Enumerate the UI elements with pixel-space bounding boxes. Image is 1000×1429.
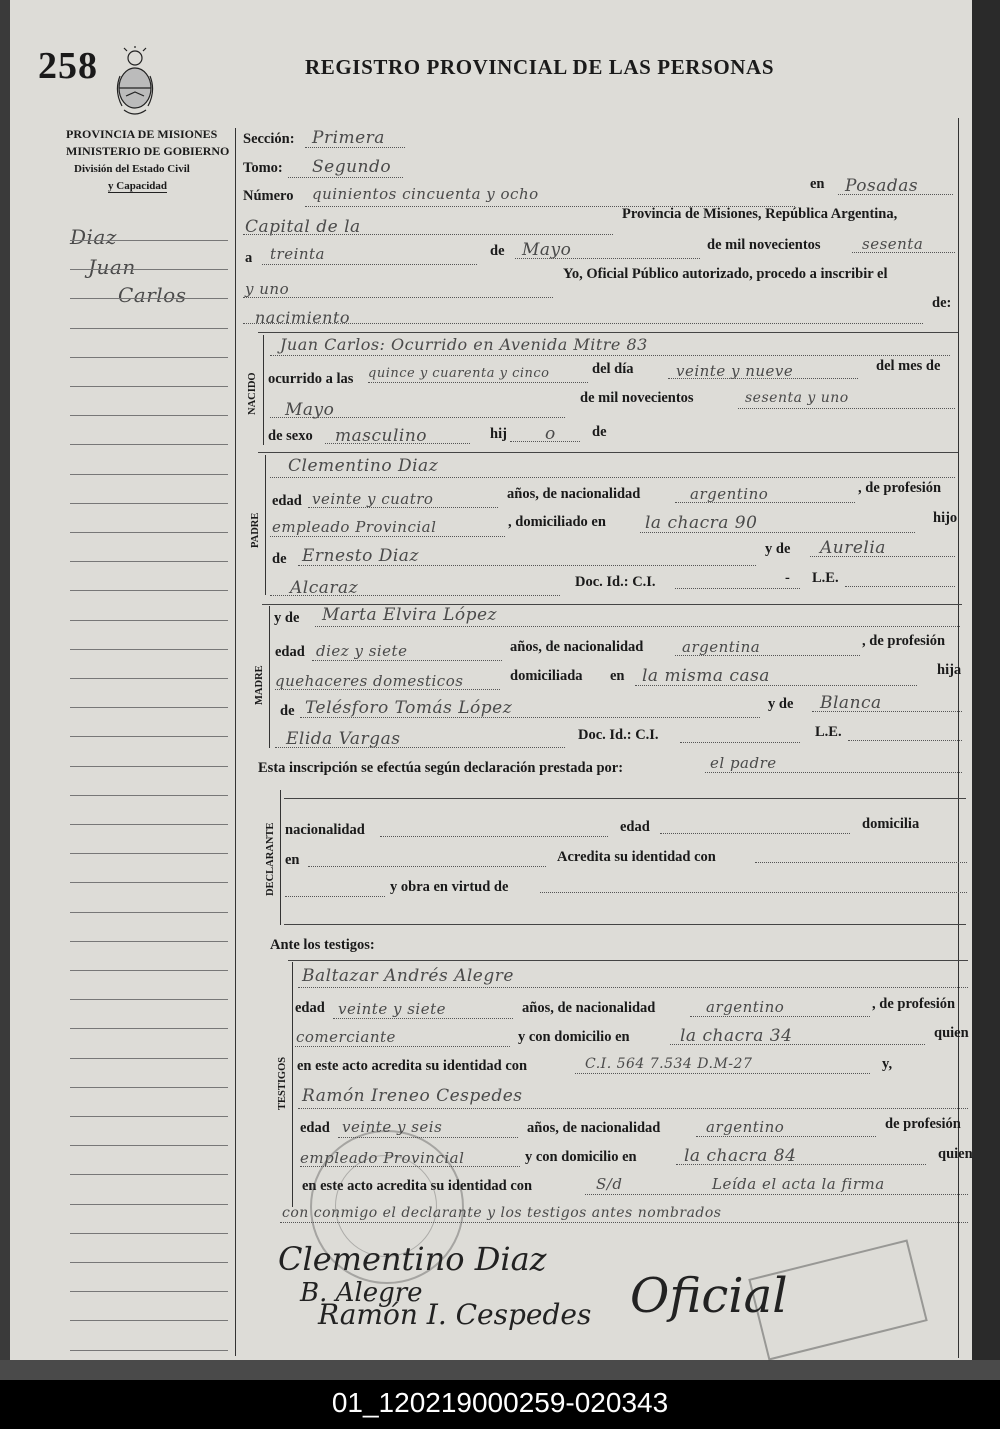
margin-surname: Diaz — [70, 225, 117, 249]
ante-testigos-label: Ante los testigos: — [270, 937, 375, 953]
nacido-section-label: NACIDO — [247, 372, 258, 415]
margin-rule — [70, 1233, 228, 1234]
margin-rule — [70, 649, 228, 650]
hij-label: hij — [490, 426, 507, 442]
de-mil-nov-label: de mil novecientos — [580, 390, 694, 406]
margin-rule — [70, 1058, 228, 1059]
madre-domiciliada-label: domiciliada — [510, 668, 583, 684]
margin-rule — [70, 269, 228, 270]
margin-rule — [70, 1087, 228, 1088]
declarante-value: el padre — [710, 754, 777, 772]
page-bottom-edge — [0, 1360, 1000, 1380]
padre-madre-a: Aurelia — [820, 538, 886, 558]
margin-rule — [70, 1145, 228, 1146]
en-label: en — [810, 176, 825, 192]
testigo1-anos-label: años, de nacionalidad — [522, 1000, 656, 1016]
capital-value: Capital de la — [245, 217, 361, 237]
margin-rule — [70, 620, 228, 621]
madre-profesion: quehaceres domesticos — [275, 672, 464, 690]
closing-text-a: Leída el acta la firma — [712, 1175, 885, 1193]
padre-domicilio: la chacra 90 — [645, 513, 758, 533]
numero-value: quinientos cincuenta y ocho — [312, 185, 539, 203]
testigo1-edad: veinte y siete — [338, 1000, 447, 1018]
margin-rule — [70, 240, 228, 241]
issuer-province: PROVINCIA DE MISIONES — [66, 127, 218, 141]
margin-rule — [70, 882, 228, 883]
testigo2-edad-label: edad — [300, 1120, 330, 1136]
a-label: a — [245, 250, 253, 266]
hora-value: quince y cuarenta y cinco — [368, 366, 550, 381]
margin-rule — [70, 1028, 228, 1029]
margin-rule — [70, 1291, 228, 1292]
margin-rule — [70, 561, 228, 562]
declarante-obra-label: y obra en virtud de — [390, 879, 509, 895]
document-title: REGISTRO PROVINCIAL DE LAS PERSONAS — [305, 55, 775, 79]
en-value: Posadas — [845, 176, 919, 196]
testigo1-quien-label: quien — [934, 1025, 969, 1041]
main-border — [235, 128, 236, 1356]
page-number: 258 — [38, 45, 98, 87]
declarante-nacionalidad-label: nacionalidad — [285, 822, 365, 838]
padre-le-label: L.E. — [812, 570, 839, 586]
madre-y-de2-label: y de — [768, 696, 794, 712]
testigo1-doc: C.I. 564 7.534 D.M-27 — [585, 1056, 753, 1072]
sexo-label: de sexo — [268, 428, 313, 444]
margin-rule — [70, 474, 228, 475]
sexo-value: masculino — [335, 426, 428, 446]
madre-nombre: Marta Elvira López — [322, 605, 498, 625]
yo-label: Yo, Oficial Público autorizado, procedo a inscribir el — [563, 266, 888, 282]
tipo-value: nacimiento — [255, 308, 351, 327]
margin-rule — [70, 1350, 228, 1351]
dia-value: treinta — [270, 245, 326, 263]
margin-rule — [70, 1204, 228, 1205]
margin-rule — [70, 532, 228, 533]
testigo2-domicilio-label: y con domicilio en — [525, 1149, 637, 1165]
margin-rule — [70, 941, 228, 942]
margin-rule — [70, 853, 228, 854]
declarante-section-label: DECLARANTE — [265, 822, 276, 896]
margin-rule — [70, 1116, 228, 1117]
margin-rule — [70, 707, 228, 708]
de-after-hij-label: de — [592, 424, 607, 440]
testigo1-acredita-label: en este acto acredita su identidad con — [297, 1058, 528, 1074]
nacido-nombre: Juan Carlos: Ocurrido en Avenida Mitre 83 — [280, 335, 648, 354]
del-dia-label: del día — [592, 361, 634, 377]
tomo-label: Tomo: — [243, 160, 283, 176]
madre-en-label: en — [610, 668, 625, 684]
closing-text-b: con conmigo el declarante y los testigos antes nombrados — [282, 1205, 722, 1221]
image-id-footer: 01_120219000259-020343 — [0, 1380, 1000, 1429]
testigo2-edad: veinte y seis — [342, 1118, 443, 1136]
madre-nac: argentina — [682, 638, 761, 656]
madre-edad: diez y siete — [316, 642, 408, 660]
mil-novecientos-label: de mil novecientos — [707, 237, 821, 253]
hij-suffix-value: o — [545, 424, 556, 444]
madre-anos-label: años, de nacionalidad — [510, 639, 644, 655]
testigo2-quien-label: quien — [938, 1146, 973, 1162]
madre-le-label: L.E. — [815, 724, 842, 740]
padre-domicilio-label: , domiciliado en — [508, 514, 606, 530]
margin-rule — [70, 999, 228, 1000]
testigo2-profesion: empleado Provincial — [300, 1149, 465, 1167]
provincia-label: Provincia de Misiones, República Argentina, — [622, 206, 898, 222]
padre-section-label: PADRE — [250, 512, 261, 548]
tomo-value: Segundo — [312, 157, 392, 177]
testigo1-edad-label: edad — [295, 1000, 325, 1016]
testigo1-profesion: comerciante — [296, 1028, 396, 1046]
page-right-edge — [972, 0, 1000, 1380]
padre-edad: veinte y cuatro — [312, 490, 434, 508]
padre-padre: Ernesto Diaz — [302, 546, 419, 566]
margin-rule — [70, 503, 228, 504]
anio-nac-value: sesenta y uno — [745, 390, 849, 406]
declarante-domicilia-label: domicilia — [862, 816, 920, 832]
declarante-acredita-label: Acredita su identidad con — [557, 849, 716, 865]
padre-anos-label: años, de nacionalidad — [507, 486, 641, 502]
margin-first-name: Juan — [88, 255, 136, 279]
margin-second-name: Carlos — [118, 283, 187, 307]
padre-doc-label: Doc. Id.: C.I. — [575, 574, 656, 590]
madre-edad-label: edad — [275, 644, 305, 660]
margin-rule — [70, 678, 228, 679]
seccion-value: Primera — [312, 128, 385, 148]
padre-hijo-label: hijo — [933, 510, 958, 526]
madre-profesion-label: , de profesión — [862, 633, 946, 649]
margin-rule — [70, 1262, 228, 1263]
coat-of-arms-icon — [112, 46, 158, 120]
madre-madre-b: Elida Vargas — [286, 729, 401, 749]
margin-rule — [70, 824, 228, 825]
margin-rule — [70, 1174, 228, 1175]
madre-domicilio: la misma casa — [642, 666, 770, 686]
issuer-capacity: y Capacidad — [108, 180, 167, 192]
padre-profesion: empleado Provincial — [272, 518, 437, 536]
padre-de-label: de — [272, 551, 287, 567]
margin-rule — [70, 795, 228, 796]
padre-ci-value: - — [785, 570, 790, 586]
de-colon-label: de: — [932, 295, 952, 311]
madre-madre-a: Blanca — [820, 693, 882, 713]
padre-y-de-label: y de — [765, 541, 791, 557]
padre-madre-b: Alcaraz — [290, 578, 359, 598]
issuer-ministry: MINISTERIO DE GOBIERNO — [66, 144, 230, 158]
signature-official: Oficial — [630, 1268, 788, 1324]
de-label: de — [490, 243, 505, 259]
madre-hija-label: hija — [937, 662, 962, 678]
testigo2-profesion-label: de profesión — [885, 1116, 961, 1132]
declaracion-label: Esta inscripción se efectúa según declaración prestada por: — [258, 760, 624, 776]
madre-section-label: MADRE — [254, 665, 265, 705]
mes-value: Mayo — [522, 240, 572, 260]
padre-nac: argentino — [690, 485, 769, 503]
testigos-section-label: TESTIGOS — [277, 1056, 288, 1110]
margin-rule — [70, 912, 228, 913]
testigo1-nombre: Baltazar Andrés Alegre — [302, 966, 514, 986]
mes-nac-value: Mayo — [285, 400, 335, 420]
padre-profesion-label: , de profesión — [858, 480, 942, 496]
margin-rule — [70, 766, 228, 767]
signature-father: Clementino Diaz — [278, 1240, 547, 1278]
issuer-division: División del Estado Civil — [74, 163, 190, 175]
del-mes-label: del mes de — [876, 358, 941, 374]
seccion-label: Sección: — [243, 131, 295, 147]
margin-rule — [70, 1320, 228, 1321]
dia-nac-value: veinte y nueve — [676, 362, 794, 380]
margin-rule — [70, 386, 228, 387]
anio-value-a: sesenta — [862, 235, 924, 253]
madre-padre: Telésforo Tomás López — [305, 698, 513, 718]
declarante-en-label: en — [285, 852, 300, 868]
numero-label: Número — [243, 188, 294, 204]
testigo1-nac: argentino — [706, 998, 785, 1016]
margin-rule — [70, 298, 228, 299]
padre-edad-label: edad — [272, 493, 302, 509]
signature-witness-1: B. Alegre — [300, 1278, 423, 1308]
anio-value-b: y uno — [245, 280, 290, 298]
testigo2-anos-label: años, de nacionalidad — [527, 1120, 661, 1136]
margin-rule — [70, 590, 228, 591]
margin-rule — [70, 357, 228, 358]
testigo2-nombre: Ramón Ireneo Cespedes — [302, 1086, 523, 1106]
madre-doc-label: Doc. Id.: C.I. — [578, 727, 659, 743]
declarante-edad-label: edad — [620, 819, 650, 835]
testigo1-y-label: y, — [882, 1056, 893, 1072]
margin-rule — [70, 444, 228, 445]
margin-rule — [70, 415, 228, 416]
margin-rule — [70, 328, 228, 329]
madre-y-de-label: y de — [274, 610, 300, 626]
testigo2-domicilio: la chacra 84 — [684, 1146, 797, 1166]
testigo2-doc: S/d — [596, 1175, 623, 1193]
ocurrido-label: ocurrido a las — [268, 371, 354, 387]
testigo1-domicilio: la chacra 34 — [680, 1026, 793, 1046]
padre-nombre: Clementino Diaz — [288, 456, 439, 476]
right-border — [958, 118, 959, 1358]
testigo2-acredita-label: en este acto acredita su identidad con — [302, 1178, 533, 1194]
testigo1-profesion-label: , de profesión — [872, 996, 956, 1012]
madre-de-label: de — [280, 703, 295, 719]
testigo1-domicilio-label: y con domicilio en — [518, 1029, 630, 1045]
page-left-edge — [0, 0, 10, 1380]
testigo2-nac: argentino — [706, 1118, 785, 1136]
margin-rule — [70, 736, 228, 737]
margin-rule — [70, 970, 228, 971]
signature-witness-2: Ramón I. Cespedes — [318, 1298, 592, 1331]
